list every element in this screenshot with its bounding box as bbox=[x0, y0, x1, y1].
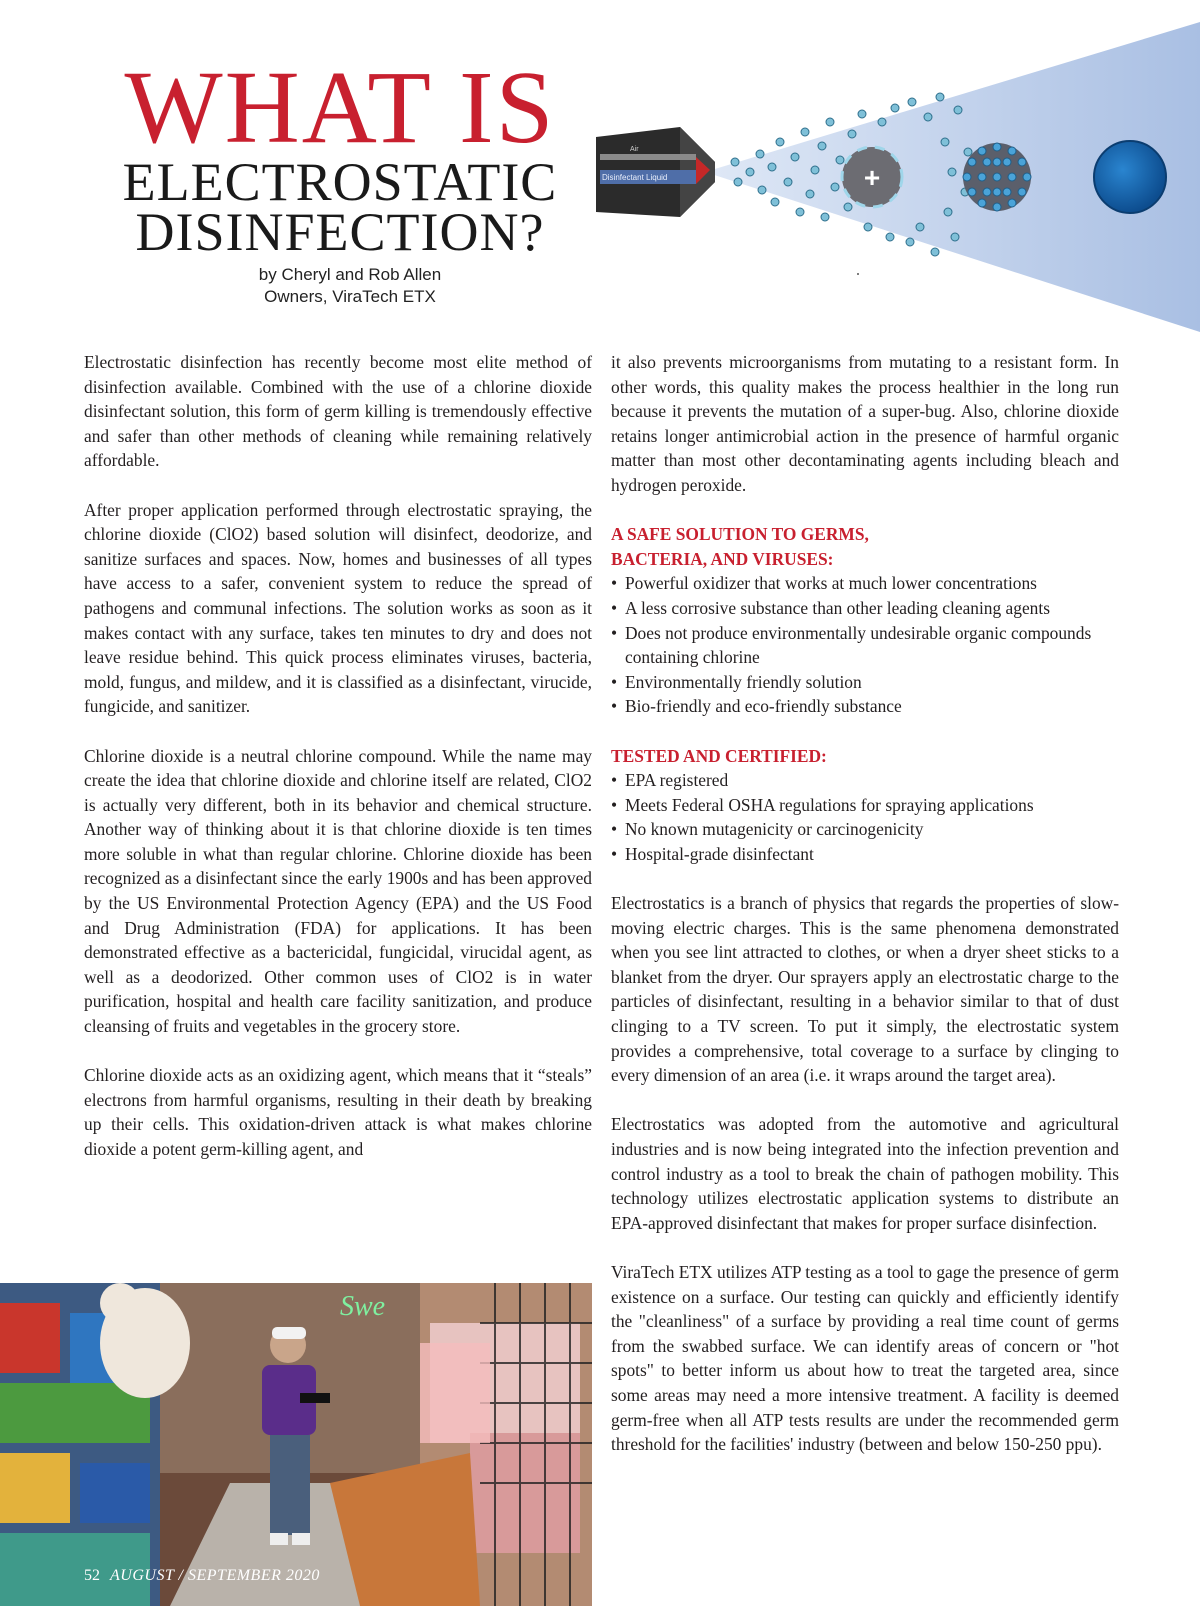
benefits-list bbox=[611, 571, 1119, 719]
title-line-disinfection: DISINFECTION? bbox=[135, 202, 545, 262]
sprayer-nozzle bbox=[596, 127, 715, 217]
right-column bbox=[611, 350, 1119, 1481]
plus-sign: + bbox=[863, 162, 881, 193]
coated-particle bbox=[963, 143, 1031, 211]
title-line-what-is: WHAT IS bbox=[124, 50, 556, 165]
list-item: • Powerful oxidizer that works at much lower concentrations bbox=[611, 571, 1119, 596]
list-item: • No known mutagenicity or carcinogenicity bbox=[611, 817, 1119, 842]
section-heading-safe-solution bbox=[611, 522, 1119, 571]
list-item: • Bio-friendly and eco-friendly substance bbox=[611, 694, 1119, 719]
paragraph: it also prevents microorganisms from mutating to a resistant form. In other words, this quality makes the process healthier in the long run because it prevents the mutation of a super-bug. Also, chlorine dioxide retains longer antimicrobial action in the presence of harmful organic matter than most other decontaminating agents including bleach and hydrogen peroxide. bbox=[611, 352, 1119, 495]
store-scene bbox=[0, 1283, 592, 1606]
byline-authors: by Cheryl and Rob Allen bbox=[258, 265, 442, 284]
left-column bbox=[84, 350, 592, 1186]
neon-sign-text: Swe bbox=[340, 1291, 386, 1322]
disinfectant-liquid-label: Disinfectant Liquid bbox=[602, 173, 668, 182]
list-item: • Meets Federal OSHA regulations for spraying applications bbox=[611, 793, 1119, 818]
paragraph: ViraTech ETX utilizes ATP testing as a tool to gage the presence of germ existence on a surface. Our testing can quickly and efficiently identify the "cleanliness" of a surface by providing a real time count of germs from the swabbed surface. We can identify areas of concern or "hot spots" to better inform us about how to treat the targeted area, since some areas may need a more intensive treatment. A facility is deemed germ-free when all ATP tests results are under the recommended germ threshold for the facilities' industry (between and below 150-250 ppu). bbox=[611, 1261, 1119, 1455]
certifications-list bbox=[611, 768, 1119, 866]
byline bbox=[200, 264, 500, 308]
paragraph: Chlorine dioxide acts as an oxidizing agent, which means that it “steals” electrons from harmful organisms, resulting in their death by breaking up their cells. This oxidation-driven attack is what makes chlorine dioxide a potent germ-killing agent, and bbox=[84, 1065, 592, 1159]
paragraph: Chlorine dioxide is a neutral chlorine compound. While the name may create the idea that chlorine dioxide and chlorine itself are related, ClO2 is actually very different, both in its behavior and chemical structure. Another way of thinking about it is that chlorine dioxide is ten times more soluble in what than regular chlorine. Chlorine dioxide has been recognized as a disinfectant since the early 1900s and has been approved by the US Environmental Protection Agency (EPA) and the US Food and Drug Administration (FDA) for applications. It has been demonstrated effective as a bactericidal, fungicidal, virucidal agent, as well as a deodorized. Other common uses of ClO2 is in water purification, hospital and health care facility sanitization, and produce cleansing of fruits and vegetables in the grocery store. bbox=[84, 745, 592, 1037]
list-item: • Environmentally friendly solution bbox=[611, 670, 1119, 695]
electrostatic-spray-illustration bbox=[602, 22, 1200, 332]
page-footer bbox=[84, 1567, 320, 1585]
section-heading-tested-certified: TESTED AND CERTIFIED: bbox=[611, 745, 827, 766]
heading-line: BACTERIA, AND VIRUSES: bbox=[611, 548, 834, 569]
heading-line: A SAFE SOLUTION TO GERMS, bbox=[611, 524, 869, 545]
paragraph: Electrostatics is a branch of physics that regards the properties of slow-moving electric charges. This is the same phenomena demonstrated when you see lint attracted to clothes, or when a dryer sheet sticks to a blanket from the dryer. Our sprayers apply an electrostatic charge to the particles of disinfectant, resulting in a behavior similar to that of dust clinging to a TV screen. To put it simply, the electrostatic system provides a comprehensive, total coverage to a surface by clinging to every dimension of an area (i.e. it wraps around the target area). bbox=[611, 893, 1119, 1086]
technician-spraying-photo bbox=[0, 1283, 592, 1606]
title-line-electrostatic: ELECTROSTATIC bbox=[122, 152, 558, 212]
air-label: Air bbox=[630, 146, 639, 153]
paragraph: After proper application performed through electrostatic spraying, the chlorine dioxide (ClO2) based solution will disinfect, deodorize, and sanitize surfaces and spaces. Now, homes and businesses of all types have access to a safer, convenient system to reduce the spread of pathogens and communal infections. The solution works as soon as it makes contact with any surface, takes ten minutes to dry and does not leave residue behind. This quick process eliminates viruses, bacteria, mold, fungus, and mildew, and it is classified as a disinfectant, virucide, fungicide, and sanitizer. bbox=[84, 499, 592, 717]
list-item: • Does not produce environmentally undesirable organic compounds containing chlorine bbox=[611, 621, 1119, 670]
paragraph: Electrostatic disinfection has recently become most elite method of disinfection available. Combined with the use of a chlorine dioxide disinfectant solution, this form of germ killing is tremendously effective and safer than other methods of cleaning while remaining relatively affordable. bbox=[84, 352, 592, 471]
byline-role: Owners, ViraTech ETX bbox=[264, 287, 436, 306]
page-number: 52 bbox=[84, 1567, 100, 1584]
issue-date: AUGUST / SEPTEMBER 2020 bbox=[110, 1567, 320, 1584]
paragraph: Electrostatics was adopted from the automotive and agricultural industries and is now being integrated into the infection prevention and control industry as a tool to break the chain of pathogen mobility. This technology utilizes electrostatic application systems to distribute an EPA-approved disinfectant that makes for proper surface disinfection. bbox=[611, 1114, 1119, 1233]
list-item: • Hospital-grade disinfectant bbox=[611, 842, 1119, 867]
list-item: • EPA registered bbox=[611, 768, 1119, 793]
target-surface bbox=[1094, 141, 1166, 213]
positive-particle bbox=[842, 147, 902, 207]
list-item: • A less corrosive substance than other leading cleaning agents bbox=[611, 596, 1119, 621]
